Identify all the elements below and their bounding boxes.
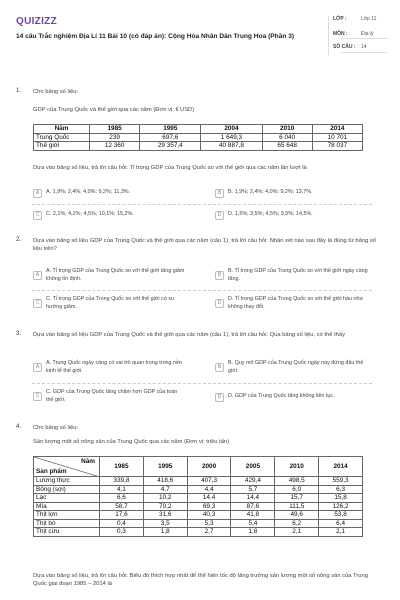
table-cell: 5,7 (231, 485, 275, 494)
table-header-cell: 2014 (312, 125, 362, 134)
option-divider (32, 290, 372, 291)
table-header-cell: 2014 (319, 457, 363, 477)
table-cell: 407,3 (187, 477, 231, 486)
gdp-table (33, 124, 363, 151)
option-text: C. GDP của Trung Quốc tăng chậm hơn GDP của toàn thế giới. (46, 389, 178, 403)
table-cell: Thịt lợn (34, 511, 100, 520)
table-cell: 53,8 (319, 511, 363, 520)
table-cell: 4,1 (100, 485, 144, 494)
answer-option-c[interactable] (33, 211, 186, 220)
table-cell: 6,6 (100, 494, 144, 503)
table-cell: 126,2 (319, 502, 363, 511)
table-cell: 5,3 (187, 519, 231, 528)
question-number: 4. (16, 424, 22, 430)
table-cell: 31,6 (143, 511, 187, 520)
table-cell: 429,4 (231, 477, 275, 486)
table-caption: GDP của Trung Quốc và thế giới qua các năm (Đơn vị: tỉ USD) (33, 107, 195, 113)
table-cell: 3,5 (143, 519, 187, 528)
table-cell: 1,8 (231, 528, 275, 537)
question-intro: Cho bảng số liệu: (33, 89, 79, 95)
table-cell: 697,6 (140, 133, 201, 142)
option-divider (32, 383, 372, 384)
table-cell: 14,4 (231, 494, 275, 503)
corner-label-product: Sản phẩm (36, 468, 67, 475)
table-cell: 40 887,8 (201, 142, 262, 151)
table-cell: 40,3 (187, 511, 231, 520)
option-text: B. 1,9%; 2,4%; 4,0%; 9,2%; 13,7%. (228, 189, 313, 195)
answer-option-d[interactable] (215, 211, 368, 220)
meta-count-value: 14 (361, 44, 367, 50)
corner-label-year: Năm (81, 458, 95, 465)
quizizz-logo: QUIZIZZ (16, 16, 57, 27)
table-header-cell: 1985 (100, 457, 144, 477)
table-cell: 6 040 (262, 133, 312, 142)
table-cell: 5,4 (231, 519, 275, 528)
meta-class-label: LỚP : (333, 16, 347, 22)
option-text: A. 1,9%; 2,4%; 4,0%; 9,2%; 11,3%. (46, 189, 131, 195)
table-caption: Sản lượng một số nông sản của Trung Quốc qua các năm (Đơn vị: triệu tấn) (33, 439, 230, 445)
table-cell: 12 360 (90, 142, 140, 151)
table-cell: 418,6 (143, 477, 187, 486)
answer-option-c[interactable] (33, 296, 186, 311)
table-cell: 49,6 (275, 511, 319, 520)
table-cell: 10,2 (143, 494, 187, 503)
table-cell: Mía (34, 502, 100, 511)
table-cell: 65 648 (262, 142, 312, 151)
table-header-cell: 2010 (275, 457, 319, 477)
option-text: A. Trung Quốc ngày càng có vai trò quan trọng trong nền kinh tế thế giới. (46, 360, 183, 374)
page-title: 14 câu Trắc nghiệm Địa Lí 11 Bài 10 (có đáp án): Cộng Hòa Nhân Dân Trung Hoa (Phần 3) (16, 33, 295, 40)
question-prompt: Dựa vào bảng số liệu GDP của Trung Quốc và thế giới qua các năm (câu 1), trả lời câu hỏi: Qua bảng số liệu, có thể thấy (33, 332, 346, 338)
meta-divider (340, 38, 388, 39)
option-text: C. 2,1%; 4,2%; 4,5%; 10,1%; 15,2%. (46, 211, 134, 217)
table-cell: 29 357,4 (140, 142, 201, 151)
table-cell: 6,0 (275, 485, 319, 494)
table-row (34, 133, 363, 142)
table-cell: 2,1 (319, 528, 363, 537)
meta-panel (328, 16, 388, 55)
answer-option-a[interactable] (33, 360, 186, 375)
table-cell: 87,6 (231, 502, 275, 511)
table-cell: 70,2 (143, 502, 187, 511)
option-text: A. Tỉ trọng GDP của Trung Quốc so với thế giới tăng giảm không ổn định. (46, 268, 185, 282)
table-header-cell: 2010 (262, 125, 312, 134)
table-header-row (34, 457, 363, 477)
option-key: C (33, 392, 42, 401)
meta-subject-label: MÔN : (333, 31, 348, 37)
answer-option-a[interactable] (33, 189, 186, 198)
table-cell: 239 (90, 133, 140, 142)
option-key: B (215, 363, 224, 372)
table-cell: 0,3 (100, 528, 144, 537)
table-row (34, 511, 363, 520)
option-key: A (33, 271, 42, 280)
table-cell: Lương thực (34, 477, 100, 486)
option-text: B. Tỉ trọng GDP của Trung Quốc so với thế giới ngày càng tăng. (228, 268, 368, 282)
table-cell: 339,8 (100, 477, 144, 486)
table-cell: 41,8 (231, 511, 275, 520)
table-cell: Bông (sợi) (34, 485, 100, 494)
answer-option-d[interactable] (215, 393, 388, 402)
meta-subject (333, 31, 388, 38)
option-divider (32, 204, 372, 205)
table-cell: 0,4 (100, 519, 144, 528)
table-cell: 1 649,3 (201, 133, 262, 142)
question-prompt: Dựa vào bảng số liệu GDP của Trung Quốc và thế giới qua các năm (câu 1), trả lời câu hỏi: Nhận xét nào sau đây là đúng từ bảng số liệu trên? (33, 238, 376, 252)
table-cell: 2,1 (275, 528, 319, 537)
table-cell: 58,7 (100, 502, 144, 511)
table-header-cell: 1995 (143, 457, 187, 477)
option-text: B. Quy mô GDP của Trung Quốc ngày nay đứng đầu thế giới. (228, 360, 364, 374)
option-text: D. GDP của Trung Quốc tăng không liên tục. (228, 393, 335, 399)
agriculture-table (33, 456, 363, 537)
option-key: A (33, 363, 42, 372)
answer-option-c[interactable] (33, 389, 186, 404)
table-cell: 4,7 (143, 485, 187, 494)
meta-subject-value: Địa lý (361, 31, 374, 37)
table-header-row (34, 125, 363, 134)
answer-option-b[interactable] (215, 189, 368, 198)
table-header-cell: 2004 (201, 125, 262, 134)
table-cell: 559,3 (319, 477, 363, 486)
meta-divider (340, 52, 388, 53)
table-header-cell: Năm (34, 125, 90, 134)
table-cell: 111,5 (275, 502, 319, 511)
answer-option-d[interactable] (215, 296, 368, 311)
table-cell: 15,7 (275, 494, 319, 503)
table-row (34, 485, 363, 494)
question-prompt: Dựa vào bảng số liệu, trả lời câu hỏi: Biểu đồ thích hợp nhất để thể hiện tốc độ tăng trưởng sản lượng một số nông sản của Trung Quốc giai đoạn 1985 – 2014 là (33, 573, 368, 587)
option-text: C. Tỉ trọng GDP của Trung Quốc so với thế giới có xu hướng giảm. (46, 296, 174, 310)
table-cell: 14,4 (187, 494, 231, 503)
table-row (34, 477, 363, 486)
table-cell: Trung Quốc (34, 133, 90, 142)
question-number: 3. (16, 331, 22, 337)
option-key: D (215, 299, 224, 308)
question-number: 1. (16, 88, 22, 94)
table-cell: 6,4 (319, 519, 363, 528)
table-header-cell: 2005 (231, 457, 275, 477)
question-prompt: Dựa vào bảng số liệu, trả lời câu hỏi: Tỉ trọng GDP của Trung Quốc so với thế giới qua các năm lần lượt là (33, 165, 307, 171)
option-text: D. Tỉ trọng GDP của Trung Quốc so với thế giới hầu như không thay đổi. (228, 296, 364, 310)
meta-class (333, 16, 388, 23)
option-key: B (215, 271, 224, 280)
answer-option-b[interactable] (215, 268, 368, 283)
table-cell: 2,7 (187, 528, 231, 537)
table-header-cell: 2000 (187, 457, 231, 477)
table-cell: Lạc (34, 494, 100, 503)
option-key: C (33, 211, 42, 220)
table-cell: Thịt cừu (34, 528, 100, 537)
table-corner-cell (34, 457, 100, 477)
meta-count-label: SỐ CÂU : (333, 44, 356, 50)
table-cell: 1,8 (143, 528, 187, 537)
option-text: D. 1,5%; 3,5%; 4,5%; 9,5%; 14,5%. (228, 211, 313, 217)
meta-count (333, 44, 388, 51)
meta-class-value: Lớp 11 (361, 16, 377, 22)
answer-option-b[interactable] (215, 360, 368, 375)
option-key: C (33, 299, 42, 308)
table-cell: 17,6 (100, 511, 144, 520)
table-cell: 6,2 (275, 519, 319, 528)
table-cell: 69,3 (187, 502, 231, 511)
table-row (34, 519, 363, 528)
table-header-cell: 1995 (140, 125, 201, 134)
table-cell: Thịt bò (34, 519, 100, 528)
table-header-cell: 1985 (90, 125, 140, 134)
table-row (34, 528, 363, 537)
option-key: A (33, 189, 42, 198)
table-cell: 6,3 (319, 485, 363, 494)
table-row (34, 494, 363, 503)
option-key: D (215, 211, 224, 220)
option-key: D (215, 393, 224, 402)
question-intro: Cho bảng số liệu: (33, 425, 79, 431)
table-cell: 10 701 (312, 133, 362, 142)
table-row (34, 502, 363, 511)
table-cell: 15,8 (319, 494, 363, 503)
table-cell: 78 037 (312, 142, 362, 151)
table-cell: Thế giới (34, 142, 90, 151)
option-key: B (215, 189, 224, 198)
table-cell: 498,5 (275, 477, 319, 486)
table-cell: 4,4 (187, 485, 231, 494)
table-row (34, 142, 363, 151)
question-number: 2. (16, 237, 22, 243)
answer-option-a[interactable] (33, 268, 186, 283)
